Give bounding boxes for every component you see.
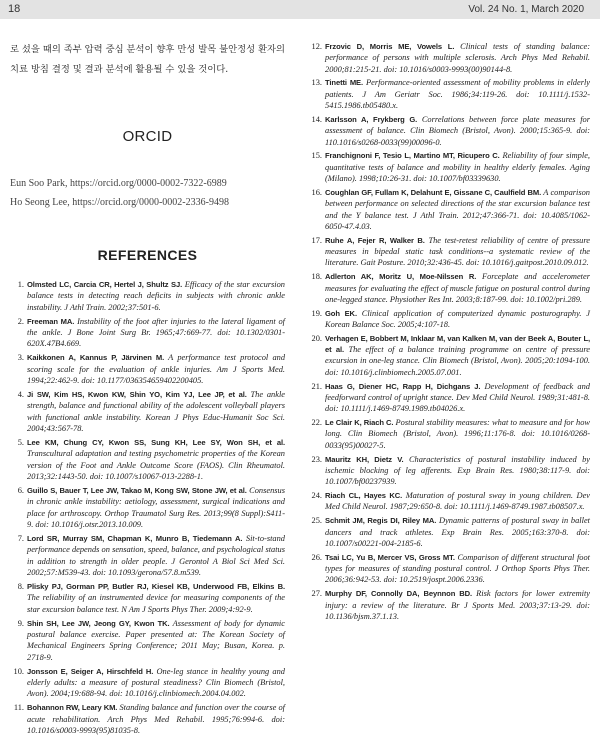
reference-number: 21. <box>311 381 322 391</box>
left-column <box>10 40 286 735</box>
reference-citation: Sit-to-stand performance depends on sensation, speed, balance, and psychological status in addition to strength in older people. J Gerontol A Biol Sci Med Sci. 2002;57:M539-43. doi: 10.1093/gerona/57.8.m539. <box>27 534 285 577</box>
reference-number: 22. <box>311 418 322 428</box>
reference-item <box>10 533 285 578</box>
reference-citation: A performance test protocol and scoring scale for the evaluation of ankle injuries. Am J Sports Med. 1994;22:462-9. doi: 10.1177/036354659402200405. <box>27 353 286 385</box>
reference-authors: Mauritz KH, Dietz V. <box>325 454 404 464</box>
orcid-heading: ORCID <box>122 128 173 145</box>
reference-item <box>308 588 590 622</box>
reference-authors: Karlsson A, Frykberg G. <box>325 114 418 124</box>
reference-authors: Kaikkonen A, Kannus P, Järvinen M. <box>27 353 165 363</box>
reference-citation: The effect of a balance training programme on centre of pressure excursion in one-leg stance. Clin Biomech (Bristol, Avon). 2005;20:1094-100. doi: 10.1016/j.clinbiomech.2005.07.001. <box>325 345 590 377</box>
reference-number: 9. <box>17 618 24 628</box>
reference-number: 13. <box>311 78 322 88</box>
reference-authors: Coughlan GF, Fullam K, Delahunt E, Gissane C, Caulfield BM. <box>325 187 542 197</box>
reference-authors: Tinetti ME. <box>325 78 364 88</box>
reference-item <box>10 702 285 736</box>
reference-number: 18. <box>311 272 322 282</box>
reference-item <box>308 454 590 488</box>
reference-citation: Instability of the foot after injuries to the lateral ligament of the ankle. J Bone Joint Surg Br. 1965;47:669-77. doi: 10.1302/0301-620X.47B4.669. <box>27 316 285 349</box>
reference-item <box>308 114 590 148</box>
reference-item <box>308 235 590 269</box>
reference-number: 27. <box>311 589 322 599</box>
reference-number: 16. <box>311 187 322 197</box>
reference-citation: Development of feedback and feedforward control of upright stance. Dev Med Child Neurol. 1989;31:481-8. doi: 10.1111/j.1469-8749.1989.tb04026.x. <box>325 381 590 414</box>
reference-citation: One-leg stance in healthy young and elderly adults: a measure of postural steadiness? Clin Biomech (Bristol, Avon). 2004;19:688-94. doi: 10.1016/j.clinbiomech.2004.04.002. <box>27 666 285 699</box>
reference-citation: Consensus in chronic ankle instability: aetiology, assessment, surgical indications and place for arthroscopy. Orthop Traumatol Surg Res. 2013;99(8 Suppl):S411-9. doi: 10.1016/j.otsr.2013.10.009. <box>27 486 285 529</box>
reference-authors: Franchignoni F, Tesio L, Martino MT, Ricupero C. <box>325 151 500 161</box>
reference-authors: Haas G, Diener HC, Rapp H, Dichgans J. <box>325 381 481 391</box>
reference-citation: Maturation of postural sway in young children. Dev Med Child Neurol. 1987;29:650-8. doi: 10.1111/j.1469-8749.1987.tb08507.x. <box>325 491 591 512</box>
reference-number: 23. <box>311 454 322 464</box>
reference-citation: The ankle strength, balance and functional ability of the adolescent volleyball players with functional ankle instability. Korean J Phys Educ-Humanit Soc Sci. 2004;43:567-78. <box>27 390 285 433</box>
reference-authors: Bohannon RW, Leary KM. <box>27 703 118 713</box>
reference-number: 10. <box>13 666 24 676</box>
reference-authors: Shin SH, Lee JW, Jeong GY, Kwon TK. <box>27 618 170 628</box>
reference-citation: Assessment of body for dynamic postural balance exercise. Paper presented at: The Korean Society of Mechanical Engineers Spring Conference; 2011 May; Busan, Korea. p. 2718-9. <box>27 618 285 662</box>
orcid-list <box>10 174 290 212</box>
right-column <box>308 41 590 625</box>
reference-item <box>308 77 590 111</box>
reference-citation: Postural stability measures: what to measure and for how long. Clin Biomech (Bristol, Avon). 1996;11:176-8. doi: 10.1016/0268-0033(95)00027-5. <box>325 418 590 450</box>
reference-number: 24. <box>311 491 322 501</box>
journal-info: Vol. 24 No. 1, March 2020 <box>468 4 584 15</box>
reference-authors: Adlerton AK, Moritz U, Moe-Nilssen R. <box>325 272 477 282</box>
korean-paragraph: 로 섰을 때의 족부 압력 중심 분석이 향후 만성 발목 불안정성 환자의 치료 방침 결정 및 결과 분석에 활용될 수 있을 것이다. <box>10 44 285 75</box>
page-number: 18 <box>8 3 21 15</box>
reference-item <box>308 552 590 586</box>
reference-number: 14. <box>311 114 322 124</box>
references-heading: REFERENCES <box>97 247 198 263</box>
reference-number: 3. <box>17 353 24 363</box>
reference-authors: Lee KM, Chung CY, Kwon SS, Sung KH, Lee SY, Won SH, et al. <box>27 438 285 448</box>
reference-item <box>308 308 590 331</box>
orcid-entry: Eun Soo Park, https://orcid.org/0000-0002-7322-6989 <box>10 178 227 189</box>
reference-citation: The reliability of an instrumented device for measuring components of the star excursion balance test. N Am J Sports Phys Ther. 2009;4:92-9. <box>27 593 285 614</box>
reference-citation: Forceplate and accelerometer measures for evaluating the effect of muscle fatigue on postural control during one-legged stance. Physiother Res Int. 2003;8:187-99. doi: 10.1002/pri.289. <box>325 272 590 304</box>
reference-citation: Comparison of different structural foot types for measures of standing postural control. J Orthop Sports Phys Ther. 2006;36:942-53. doi: 10.2519/jospt.2006.2336. <box>325 552 590 585</box>
reference-citation: Standing balance and function over the course of acute rehabilitation. Arch Phys Med Rehabil. 1995;76:994-6. doi: 10.1016/s0003-9993(95)81035-8. <box>27 703 285 735</box>
reference-authors: Freeman MA. <box>27 316 75 326</box>
reference-citation: The test-retest reliability of centre of pressure measures in bipedal static task conditions--a systematic review of the literature. Gait Posture. 2010;32:436-45. doi: 10.1016/j.gaitpost.2010.09.012. <box>325 235 591 268</box>
reference-authors: Olmsted LC, Carcia CR, Hertel J, Shultz SJ. <box>27 280 183 289</box>
reference-item <box>10 485 285 530</box>
reference-number: 4. <box>17 390 24 400</box>
reference-item <box>10 618 285 663</box>
reference-number: 11. <box>13 703 24 713</box>
reference-number: 6. <box>17 486 24 496</box>
reference-citation: Transcultural adaptation and testing psychometric properties of the Korean version of the Foot and Ankle Outcome Score (FAOS). Clin Rheumatol. 2013;32:1443-50. doi: 10.1007/s10067-013-2288-1. <box>27 449 285 481</box>
reference-number: 20. <box>311 333 322 343</box>
reference-item <box>10 279 285 313</box>
reference-authors: Ji SW, Kim HS, Kwon KW, Shin YO, Kim YJ, Lee JP, et al. <box>27 390 247 400</box>
reference-authors: Guillo S, Bauer T, Lee JW, Takao M, Kong SW, Stone JW, et al. <box>27 486 247 496</box>
reference-number: 5. <box>17 438 24 448</box>
reference-item <box>308 417 590 451</box>
reference-citation: Clinical application of computerized dynamic posturography. J Korean Balance Soc. 2005;4:107-18. <box>325 308 590 329</box>
reference-item <box>10 316 285 350</box>
reference-item <box>10 581 285 615</box>
reference-authors: Ruhe A, Fejer R, Walker B. <box>325 235 425 245</box>
reference-authors: Schmit JM, Regis DI, Riley MA. <box>325 516 437 526</box>
reference-authors: Riach CL, Hayes KC. <box>325 491 403 501</box>
reference-item <box>308 333 590 378</box>
reference-citation: A comparison between performance on selected directions of the star excursion balance test and the Y balance test. J Athl Train. 2012;47:366-71. doi: 10.4085/1062-6050-47.4.03. <box>325 187 590 231</box>
references-list-right <box>308 41 590 622</box>
reference-authors: Verhagen E, Bobbert M, Inklaar M, van Kalken M, van der Beek A, Bouter L, et al. <box>325 333 590 355</box>
reference-authors: Lord SR, Murray SM, Chapman K, Munro B, Tiedemann A. <box>27 534 243 544</box>
reference-citation: Correlations between force plate measures for assessment of balance. Clin Biomech (Bristol, Avon). 2000;15:365-9. doi: 110.1016/s0268-0033(99)00096-0. <box>325 114 590 147</box>
reference-authors: Murphy DF, Connolly DA, Beynnon BD. <box>325 589 473 599</box>
reference-authors: Le Clair K, Riach C. <box>325 418 394 428</box>
reference-number: 19. <box>311 308 322 318</box>
reference-item <box>308 41 590 75</box>
reference-item <box>308 490 590 513</box>
reference-item <box>10 389 285 434</box>
reference-citation: Dynamic patterns of postural sway in ballet dancers and track athletes. Exp Brain Res. 2005;163:370-8. doi: 10.1007/s00221-004-2185-6. <box>325 516 590 548</box>
reference-item <box>308 150 590 184</box>
reference-number: 1. <box>17 280 24 289</box>
reference-number: 2. <box>17 316 24 326</box>
reference-item <box>10 437 285 482</box>
reference-authors: Tsai LC, Yu B, Mercer VS, Gross MT. <box>325 552 455 562</box>
reference-number: 25. <box>311 516 322 526</box>
reference-number: 7. <box>17 534 24 544</box>
reference-item <box>308 187 590 232</box>
reference-citation: Performance-oriented assessment of mobility problems in elderly patients. J Am Geriatr Soc. 1986;34:119-26. doi: 10.1111/j.1532-5415.1986.tb05480.x. <box>325 78 591 111</box>
reference-item <box>308 271 590 305</box>
reference-citation: Clinical tests of standing balance: performance of persons with multiple sclerosis. Arch Phys Med Rehabil. 2000;81:215-21. doi: 10.1016/s0003-9993(00)90144-8. <box>325 42 591 74</box>
reference-number: 12. <box>311 42 322 51</box>
reference-citation: Reliability of four simple, quantitative tests of balance and mobility in healthy elderly females. Aging (Milano). 1998;10:26-31. doi: 10.1007/bf03339630. <box>325 151 591 184</box>
reference-item <box>308 381 590 415</box>
reference-number: 17. <box>311 235 322 245</box>
reference-number: 8. <box>17 582 24 591</box>
reference-citation: Efficacy of the star excursion balance tests in detecting reach deficits in subjects with chronic ankle instability. J Athl Train. 2002;37:501-6. <box>27 280 285 312</box>
orcid-entry: Ho Seong Lee, https://orcid.org/0000-0002-2336-9498 <box>10 197 229 208</box>
reference-authors: Goh EK. <box>325 308 357 318</box>
references-list-left <box>10 279 285 739</box>
reference-item <box>10 352 285 386</box>
reference-item <box>308 515 590 549</box>
reference-authors: Jonsson E, Seiger A, Hirschfeld H. <box>27 666 154 676</box>
reference-number: 15. <box>311 151 322 161</box>
reference-authors: Frzovic D, Morris ME, Vowels L. <box>325 42 455 51</box>
reference-authors: Plisky PJ, Gorman PP, Butler RJ, Kiesel KB, Underwood FB, Elkins B. <box>27 582 285 591</box>
page-header <box>0 0 600 19</box>
reference-item <box>10 666 285 700</box>
reference-number: 26. <box>311 552 322 562</box>
reference-citation: Risk factors for lower extremity injury: a review of the literature. Br J Sports Med. 2003;37:13-29. doi: 10.1136/bjsm.37.1.13. <box>325 589 590 621</box>
reference-citation: Characteristics of postural instability induced by ischemic blocking of leg afferents. Exp Brain Res. 1980;38:117-9. doi: 10.1007/bf00237939. <box>325 454 591 487</box>
